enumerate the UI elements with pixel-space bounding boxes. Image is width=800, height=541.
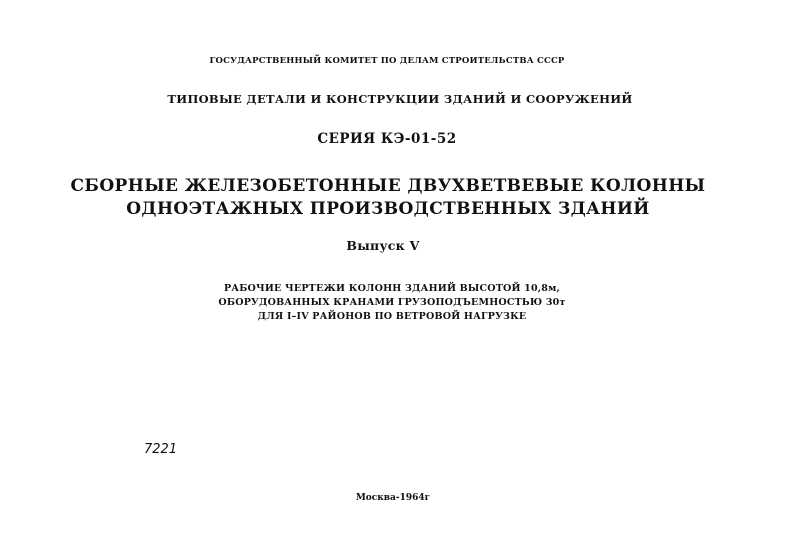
series-title: ТИПОВЫЕ ДЕТАЛИ И КОНСТРУКЦИИ ЗДАНИЙ И СООРУЖЕНИЙ [167, 92, 633, 106]
main-title-line-2: ОДНОЭТАЖНЫХ ПРОИЗВОДСТВЕННЫХ ЗДАНИЙ [126, 199, 650, 219]
issue-label: Выпуск V [346, 238, 420, 253]
city-year: Москва-1964г [355, 493, 431, 503]
document-number: 7221 [144, 442, 178, 457]
main-title [0, 175, 776, 221]
description-line-2: ОБОРУДОВАННЫХ КРАНАМИ ГРУЗОПОДЪЕМНОСТЬЮ 30т [218, 297, 566, 308]
committee-heading: ГОСУДАРСТВЕННЫЙ КОМИТЕТ ПО ДЕЛАМ СТРОИТЕЛЬСТВА СССР [209, 56, 565, 66]
description-line-3: ДЛЯ I–IV РАЙОНОВ ПО ВЕТРОВОЙ НАГРУЗКЕ [257, 311, 527, 322]
description [0, 282, 784, 324]
series-code: СЕРИЯ КЭ-01-52 [317, 131, 457, 147]
description-line-1: РАБОЧИЕ ЧЕРТЕЖИ КОЛОНН ЗДАНИЙ ВЫСОТОЙ 10,8м, [223, 283, 561, 294]
main-title-line-1: СБОРНЫЕ ЖЕЛЕЗОБЕТОННЫЕ ДВУХВЕТВЕВЫЕ КОЛОННЫ [70, 176, 706, 196]
